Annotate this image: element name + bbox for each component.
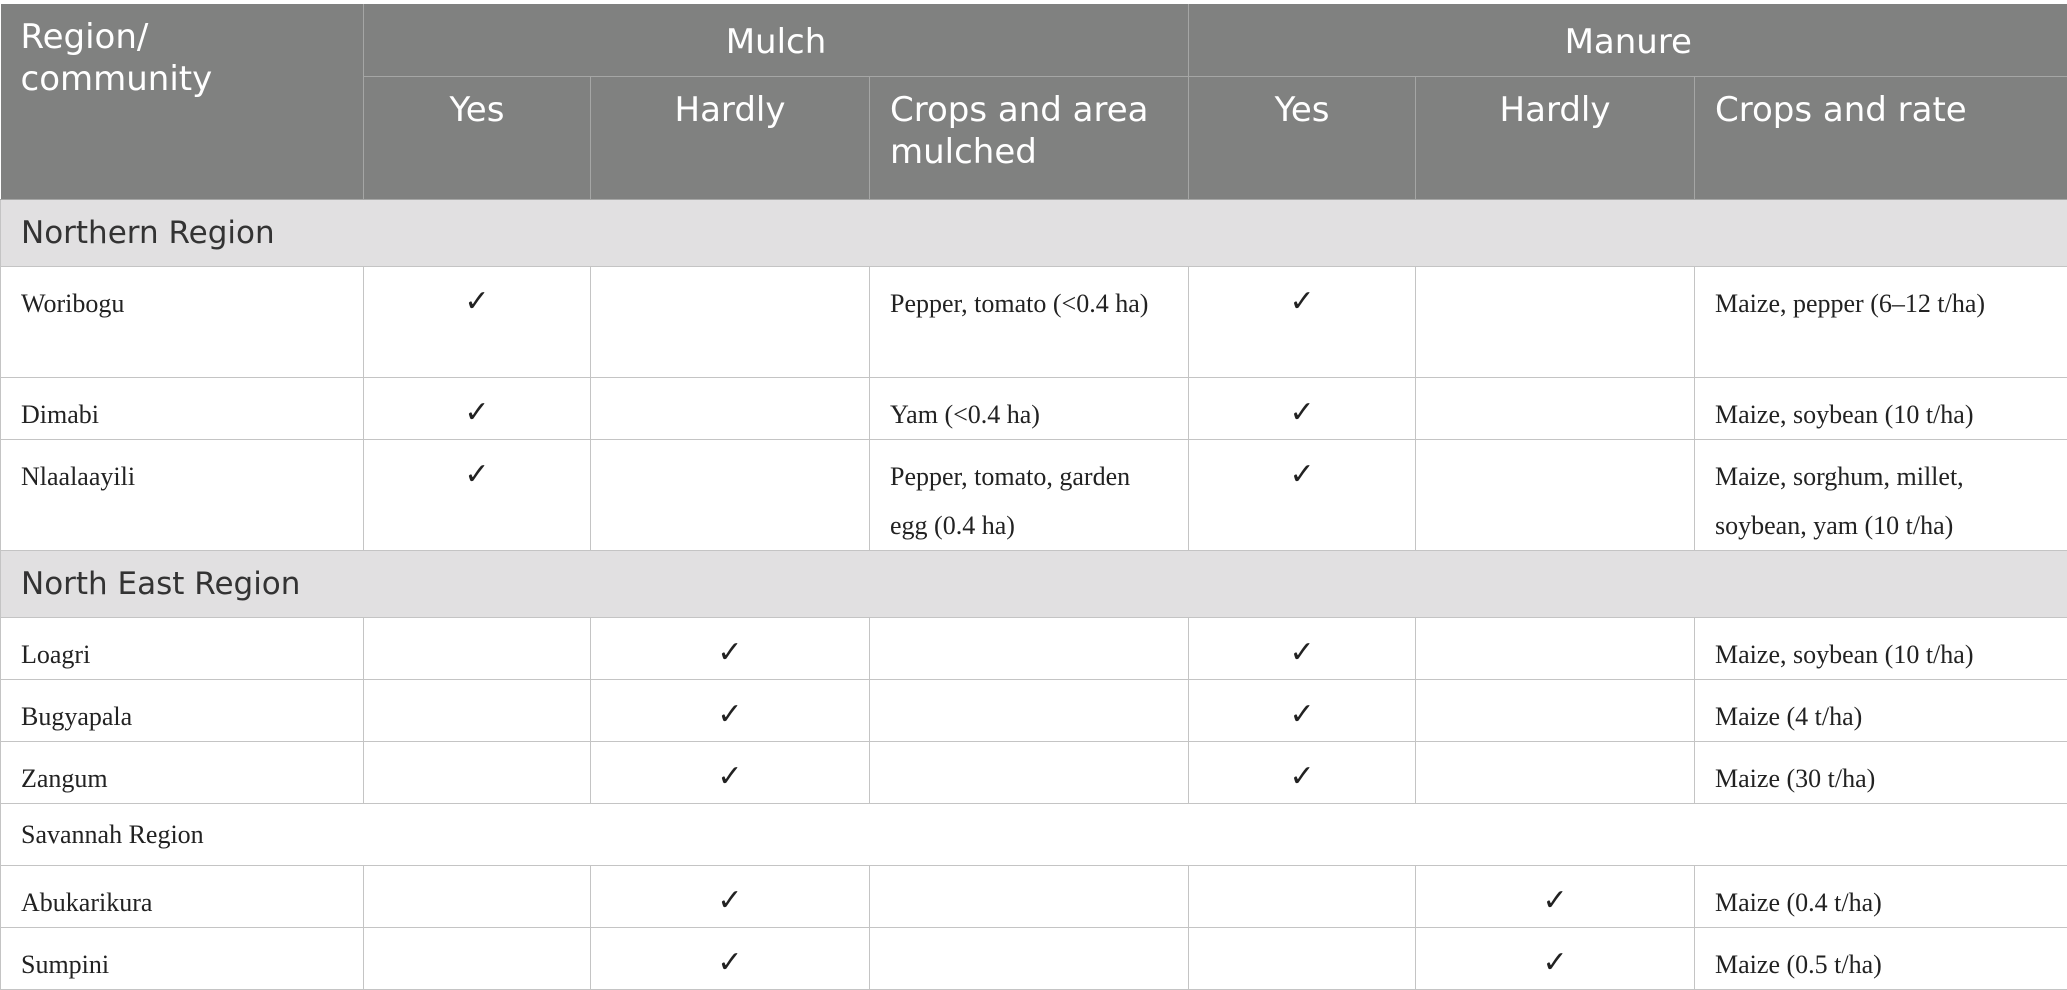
cell-mulch-hardly: [591, 267, 870, 378]
cell-manure-hardly: [1416, 440, 1695, 551]
cell-mulch-hardly: ✓: [591, 680, 870, 742]
cell-manure-crops: Maize, pepper (6–12 t/ha): [1695, 267, 2067, 378]
cell-mulch-crops: [870, 618, 1189, 680]
cell-mulch-crops: Pepper, tomato, garden egg (0.4 ha): [870, 440, 1189, 551]
cell-mulch-hardly: ✓: [591, 866, 870, 928]
cell-manure-yes: ✓: [1189, 378, 1416, 440]
header-manure-hardly: Hardly: [1416, 77, 1695, 200]
table-header: [1, 4, 2067, 200]
cell-mulch-crops: [870, 742, 1189, 804]
data-table: [0, 4, 2067, 990]
cell-manure-hardly: [1416, 618, 1695, 680]
cell-mulch-crops: [870, 866, 1189, 928]
cell-mulch-hardly: ✓: [591, 742, 870, 804]
header-manure-yes: Yes: [1189, 77, 1416, 200]
cell-manure-yes: ✓: [1189, 267, 1416, 378]
cell-manure-yes: ✓: [1189, 618, 1416, 680]
cell-manure-crops: Maize (4 t/ha): [1695, 680, 2067, 742]
cell-manure-yes: [1189, 866, 1416, 928]
cell-mulch-crops: Yam (<0.4 ha): [870, 378, 1189, 440]
table-row: [1, 680, 2067, 742]
cell-manure-yes: [1189, 928, 1416, 990]
region-label: North East Region: [1, 551, 2067, 618]
header-region-community: Region/ community: [1, 4, 364, 200]
cell-mulch-hardly: ✓: [591, 928, 870, 990]
cell-mulch-hardly: ✓: [591, 618, 870, 680]
cell-manure-crops: Maize, soybean (10 t/ha): [1695, 378, 2067, 440]
region-label: Northern Region: [1, 200, 2067, 267]
cell-mulch-yes: [364, 928, 591, 990]
cell-community: Sumpini: [1, 928, 364, 990]
cell-community: Loagri: [1, 618, 364, 680]
cell-manure-hardly: [1416, 742, 1695, 804]
header-group-mulch: Mulch: [364, 4, 1189, 77]
header-group-manure: Manure: [1189, 4, 2067, 77]
table-body: [1, 200, 2067, 990]
cell-manure-hardly: [1416, 378, 1695, 440]
cell-manure-hardly: ✓: [1416, 866, 1695, 928]
cell-mulch-crops: [870, 680, 1189, 742]
region-label: Savannah Region: [1, 804, 2067, 866]
cell-manure-hardly: ✓: [1416, 928, 1695, 990]
cell-community: Nlaalaayili: [1, 440, 364, 551]
cell-mulch-yes: [364, 742, 591, 804]
header-mulch-crops-area: Crops and area mulched: [870, 77, 1189, 200]
table-row: [1, 440, 2067, 551]
header-mulch-hardly: Hardly: [591, 77, 870, 200]
table-row: [1, 618, 2067, 680]
cell-community: Zangum: [1, 742, 364, 804]
cell-mulch-yes: ✓: [364, 440, 591, 551]
cell-manure-hardly: [1416, 267, 1695, 378]
cell-community: Bugyapala: [1, 680, 364, 742]
cell-mulch-yes: [364, 680, 591, 742]
cell-manure-crops: Maize, soybean (10 t/ha): [1695, 618, 2067, 680]
cell-mulch-hardly: [591, 440, 870, 551]
table-row: [1, 267, 2067, 378]
region-row: [1, 804, 2067, 866]
cell-community: Dimabi: [1, 378, 364, 440]
cell-mulch-yes: ✓: [364, 267, 591, 378]
header-manure-crops-rate: Crops and rate: [1695, 77, 2067, 200]
cell-manure-yes: ✓: [1189, 680, 1416, 742]
table-row: [1, 928, 2067, 990]
table-row: [1, 378, 2067, 440]
cell-community: Abukarikura: [1, 866, 364, 928]
region-row: [1, 551, 2067, 618]
cell-mulch-crops: Pepper, tomato (<0.4 ha): [870, 267, 1189, 378]
cell-manure-hardly: [1416, 680, 1695, 742]
header-mulch-yes: Yes: [364, 77, 591, 200]
table-row: [1, 866, 2067, 928]
cell-manure-yes: ✓: [1189, 742, 1416, 804]
region-row: [1, 200, 2067, 267]
cell-manure-crops: Maize, sorghum, millet, soybean, yam (10 t/ha): [1695, 440, 2067, 551]
cell-manure-crops: Maize (0.4 t/ha): [1695, 866, 2067, 928]
cell-mulch-yes: [364, 618, 591, 680]
cell-mulch-crops: [870, 928, 1189, 990]
table-row: [1, 742, 2067, 804]
cell-manure-crops: Maize (30 t/ha): [1695, 742, 2067, 804]
cell-community: Woribogu: [1, 267, 364, 378]
cell-manure-yes: ✓: [1189, 440, 1416, 551]
cell-mulch-yes: ✓: [364, 378, 591, 440]
cell-manure-crops: Maize (0.5 t/ha): [1695, 928, 2067, 990]
cell-mulch-hardly: [591, 378, 870, 440]
cell-mulch-yes: [364, 866, 591, 928]
